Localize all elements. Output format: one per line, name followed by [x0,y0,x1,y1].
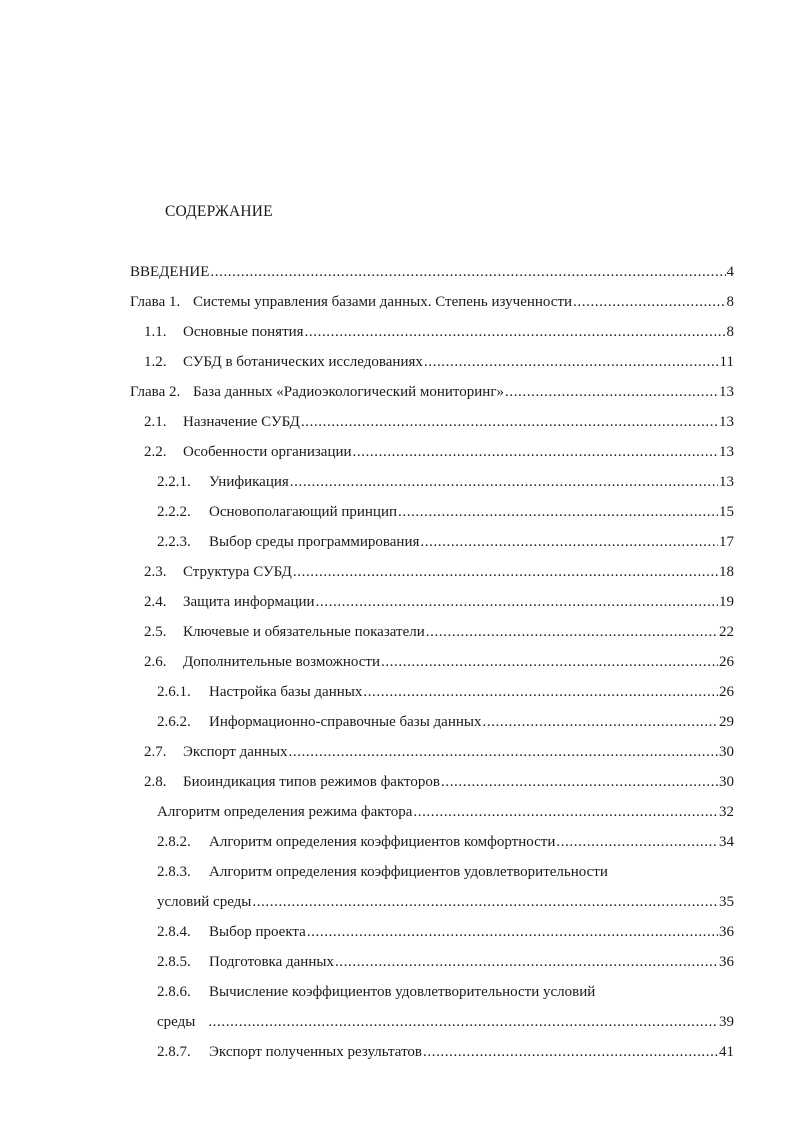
toc-entry [144,622,734,642]
entry-title: Подготовка данных [209,954,334,970]
dot-leader [307,922,718,942]
entry-number: 2.2.1. [157,474,191,490]
entry-title: Вычисление коэффициентов удовлетворительности условий [209,984,596,1000]
entry-number: 2.2.2. [157,504,191,520]
entry-title: База данных «Радиоэкологический мониторинг» [193,384,504,400]
entry-title: условий среды [157,894,252,910]
entry-page: 32 [719,804,734,820]
entry-page: 8 [726,324,734,340]
entry-page: 36 [719,924,734,940]
entry-page: 4 [726,264,734,280]
toc-entry [157,832,734,852]
entry-page: 36 [719,954,734,970]
dot-leader [556,832,718,852]
entry-page: 13 [719,474,734,490]
entry-number: 2.6.1. [157,684,191,700]
dot-leader [413,802,718,822]
entry-title: среды [157,1014,196,1030]
dot-leader [482,712,718,732]
entry-title: Алгоритм определения коэффициентов комфортности [209,834,556,850]
toc-entry [157,952,734,972]
dot-leader [210,262,725,282]
entry-title: Алгоритм определения режима фактора [157,804,413,820]
entry-page: 8 [726,294,734,310]
entry-title: Биоиндикация типов режимов факторов [183,774,440,790]
entry-page: 34 [719,834,734,850]
entry-page: 35 [719,894,734,910]
dot-leader [420,532,718,552]
dot-leader [573,292,725,312]
entry-page: 41 [719,1044,734,1060]
entry-page: 17 [719,534,734,550]
toc-entry [157,802,734,822]
entry-number: 2.2. [144,444,167,460]
entry-number: 2.1. [144,414,167,430]
entry-title: Выбор проекта [209,924,306,940]
entry-page: 13 [719,444,734,460]
toc-entry [157,922,734,942]
entry-page: 11 [719,354,734,370]
entry-number: 1.2. [144,354,167,370]
toc-entry [144,652,734,672]
entry-number: 2.5. [144,624,167,640]
toc-entry [157,472,734,492]
entry-number: 2.8.3. [157,864,191,880]
dot-leader [441,772,718,792]
entry-title: Основополагающий принцип [209,504,398,520]
entry-page: 39 [719,1014,734,1030]
toc-entry [157,982,734,1002]
entry-title: Назначение СУБД [183,414,300,430]
entry-number: 2.2.3. [157,534,191,550]
entry-number: 1.1. [144,324,167,340]
toc-entry [157,862,734,882]
toc-entry [157,502,734,522]
dot-leader [363,682,718,702]
entry-number: 2.8. [144,774,167,790]
toc-entry [130,262,734,282]
entry-number: 2.4. [144,594,167,610]
dot-leader [252,892,718,912]
entry-number: 2.7. [144,744,167,760]
toc-entry-continuation [157,892,734,912]
entry-page: 18 [719,564,734,580]
toc-entry [144,322,734,342]
entry-title: Системы управления базами данных. Степень изученности [193,294,573,310]
toc-entry [144,742,734,762]
dot-leader [289,742,718,762]
entry-page: 29 [719,714,734,730]
entry-title: Унификация [209,474,289,490]
entry-title: Выбор среды программирования [209,534,420,550]
entry-title: Ключевые и обязательные показатели [183,624,425,640]
entry-title: ВВЕДЕНИЕ [130,264,210,280]
dot-leader [301,412,718,432]
entry-number: 2.6.2. [157,714,191,730]
entry-title: Дополнительные возможности [183,654,380,670]
entry-title: Особенности организации [183,444,352,460]
entry-number: Глава 2. [130,384,181,400]
toc-entry [157,682,734,702]
entry-number: Глава 1. [130,294,181,310]
entry-title: Защита информации [183,594,315,610]
entry-page: 13 [719,414,734,430]
dot-leader [290,472,718,492]
entry-page: 26 [719,684,734,700]
toc-entry [144,352,734,372]
dot-leader [208,1012,718,1032]
toc-entry [130,292,734,312]
toc-entry [144,592,734,612]
entry-number: 2.3. [144,564,167,580]
entry-page: 30 [719,774,734,790]
toc-entry [157,712,734,732]
entry-title: Настройка базы данных [209,684,363,700]
dot-leader [293,562,718,582]
entry-title: Структура СУБД [183,564,292,580]
toc-title: СОДЕРЖАНИЕ [165,203,273,220]
entry-page: 30 [719,744,734,760]
entry-title: Информационно-справочные базы данных [209,714,482,730]
dot-leader [423,1042,718,1062]
entry-page: 22 [719,624,734,640]
entry-title: Алгоритм определения коэффициентов удовлетворительности [209,864,608,880]
toc-entry [157,1042,734,1062]
entry-title: Экспорт полученных результатов [209,1044,423,1060]
dot-leader [335,952,718,972]
entry-number: 2.8.4. [157,924,191,940]
entry-title: СУБД в ботанических исследованиях [183,354,423,370]
toc-entry-continuation [157,1012,734,1032]
dot-leader [381,652,718,672]
entry-page: 13 [719,384,734,400]
entry-number: 2.8.7. [157,1044,191,1060]
dot-leader [353,442,718,462]
dot-leader [505,382,718,402]
toc-entry [130,382,734,402]
entry-number: 2.8.2. [157,834,191,850]
entry-number: 2.8.6. [157,984,191,1000]
dot-leader [398,502,718,522]
dot-leader [316,592,718,612]
entry-page: 15 [719,504,734,520]
toc-entry [144,772,734,792]
entry-page: 19 [719,594,734,610]
entry-title: Экспорт данных [183,744,288,760]
dot-leader [305,322,726,342]
dot-leader [424,352,719,372]
entry-number: 2.8.5. [157,954,191,970]
entry-number: 2.6. [144,654,167,670]
entry-title: Основные понятия [183,324,304,340]
toc-entry [144,442,734,462]
toc-entry [144,562,734,582]
toc-entry [144,412,734,432]
toc-entry [157,532,734,552]
dot-leader [426,622,718,642]
entry-page: 26 [719,654,734,670]
